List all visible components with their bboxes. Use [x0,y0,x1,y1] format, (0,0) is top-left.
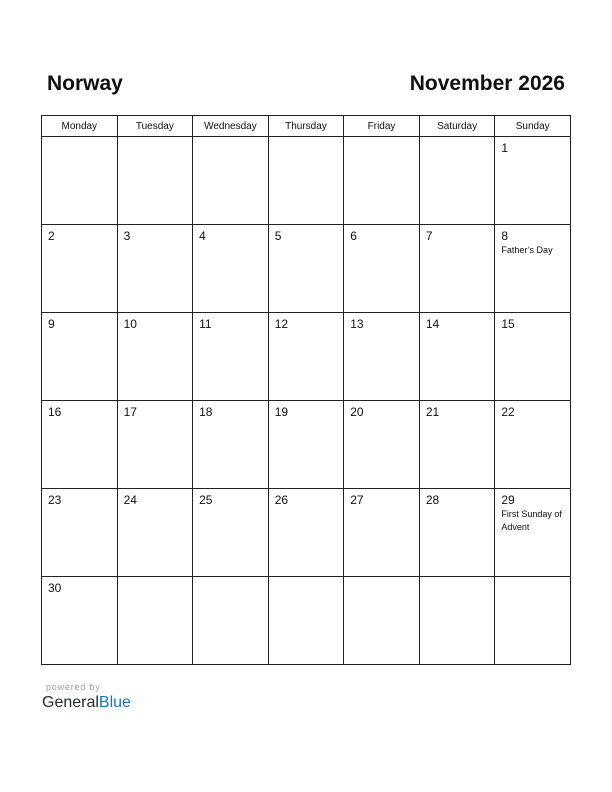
day-cell [344,489,420,577]
day-cell [193,401,269,489]
day-cell [117,137,193,225]
day-number: 8 [501,229,509,243]
day-number: 26 [274,493,289,507]
day-number: 17 [123,405,137,419]
day-cell [117,401,193,489]
day-number: 13 [350,317,364,331]
day-cell [419,225,495,313]
day-number: 19 [274,405,289,419]
day-number: 2 [48,229,55,243]
day-number: 3 [123,229,131,243]
day-number: 11 [199,317,212,331]
weekday-saturday: Saturday [419,116,495,137]
brand-blue-text: Blue [98,694,131,711]
day-cell [268,489,344,577]
day-number: 25 [199,493,213,507]
day-number: 6 [350,229,357,243]
day-cell [495,577,571,665]
day-cell [495,313,571,401]
week-row-1 [42,137,571,225]
day-number: 7 [425,229,433,243]
day-cell [117,313,193,401]
day-cell [268,225,344,313]
powered-by-label: powered by [46,682,101,692]
day-number: 15 [501,317,515,331]
weekday-friday: Friday [344,116,420,137]
day-number: 20 [350,405,364,419]
week-row-3 [42,313,571,401]
day-cell [193,137,269,225]
day-cell [268,401,344,489]
week-row-4 [42,401,571,489]
generalblue-logo[interactable] [42,694,131,712]
weekday-tuesday: Tuesday [117,116,193,137]
day-cell [419,489,495,577]
day-number: 4 [199,229,206,243]
day-cell [495,137,571,225]
day-cell [344,225,420,313]
day-cell [268,313,344,401]
day-cell [419,137,495,225]
weekday-wednesday: Wednesday [193,116,269,137]
day-number: 18 [199,405,213,419]
day-cell [344,137,420,225]
day-cell [344,577,420,665]
day-number: 1 [501,141,509,155]
day-cell [193,225,269,313]
week-row-6 [42,577,571,665]
day-cell [42,137,118,225]
holiday-label: Father’s Day [501,245,553,255]
week-row-5 [42,489,571,577]
month-year-title: November 2026 [409,72,565,95]
weekday-sunday: Sunday [495,116,571,137]
day-cell [419,577,495,665]
day-cell [419,401,495,489]
day-number: 23 [48,493,62,507]
holiday-label: First Sunday of Advent [501,509,562,532]
day-cell [42,401,118,489]
day-cell [268,577,344,665]
day-number: 22 [501,405,515,419]
day-number: 9 [48,317,55,331]
day-number: 10 [123,317,137,331]
day-cell [42,313,118,401]
day-cell [344,313,420,401]
day-cell [193,577,269,665]
day-number: 27 [350,493,364,507]
weekday-monday: Monday [42,116,118,137]
day-cell [42,225,118,313]
day-number: 24 [123,493,137,507]
day-cell [117,225,193,313]
day-cell [344,401,420,489]
day-cell [495,489,571,577]
day-cell [495,225,571,313]
weekday-header-row [42,116,571,137]
calendar-grid [41,115,571,665]
day-cell [42,577,118,665]
day-cell [495,401,571,489]
day-number: 14 [425,317,440,331]
week-row-2 [42,225,571,313]
day-cell [42,489,118,577]
brand-general-text: General [42,694,99,711]
day-cell [117,577,193,665]
day-cell [419,313,495,401]
day-cell [193,489,269,577]
day-number: 29 [501,493,515,507]
day-number: 21 [425,405,440,419]
day-number: 5 [274,229,282,243]
day-cell [117,489,193,577]
weekday-thursday: Thursday [268,116,344,137]
day-number: 16 [48,405,62,419]
day-cell [193,313,269,401]
day-number: 30 [48,581,62,595]
day-cell [268,137,344,225]
country-title: Norway [47,72,123,95]
day-number: 28 [425,493,440,507]
day-number: 12 [274,317,289,331]
